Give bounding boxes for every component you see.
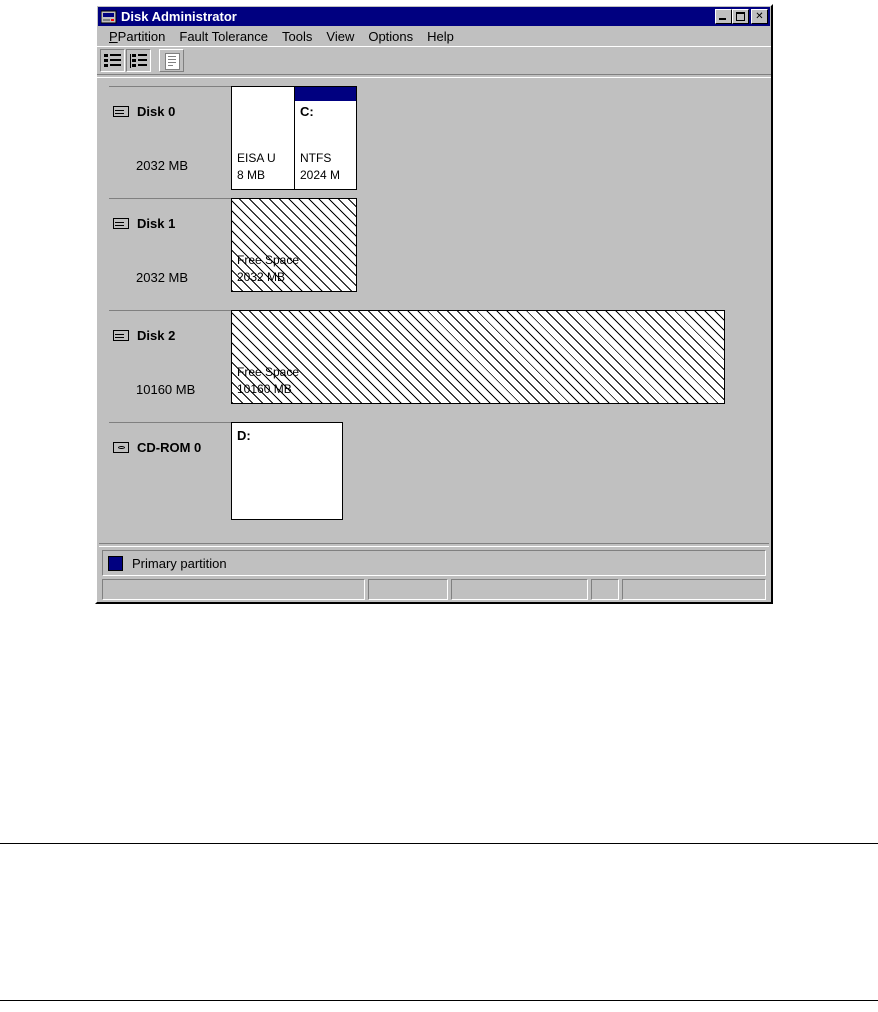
window-title: Disk Administrator [121,9,237,24]
disk-label [113,328,175,343]
status-pane-1 [102,579,365,600]
maximize-button[interactable] [732,9,749,24]
partition-strip [231,86,357,190]
page-rule-bottom [0,1000,878,1001]
partition-size: 8 MB [237,168,266,182]
menu-item-help-label: Help [427,28,454,44]
region-type: Free Space [237,253,300,267]
menu-item-tools-label: Tools [282,28,313,44]
cdrom-region[interactable] [231,422,343,520]
disk-row [97,86,771,198]
disk-rule [109,310,231,311]
menu-item-view-label: View [326,28,355,44]
partition-header-bar [232,87,294,102]
disk-name: Disk 0 [137,104,176,119]
disk-administrator-window [95,4,773,604]
list-view-icon [104,54,122,68]
partition-strip [231,310,725,404]
disk-name: Disk 2 [137,328,176,343]
region-type: Free Space [237,365,300,379]
cdrom-icon [113,442,129,453]
properties-icon [165,53,180,70]
hard-disk-icon [113,330,129,341]
partition-drive-letter: C: [300,104,314,119]
maximize-icon [736,12,745,21]
properties-button[interactable] [159,49,184,72]
menu-item-tools[interactable] [275,28,319,45]
status-pane-4 [591,579,619,600]
partition-type: NTFS [300,151,332,165]
cdrom-drive-letter: D: [237,428,251,443]
menu-item-options[interactable] [361,28,420,45]
disk-size: 2032 MB [136,270,189,285]
disk-size: 10160 MB [136,382,196,397]
disk-label [113,104,175,119]
partition-type: EISA U [237,151,276,165]
legend-label-primary-partition: Primary partition [132,555,227,571]
menu-item-view[interactable] [319,28,361,45]
legend-separator [99,543,769,547]
close-button[interactable] [751,9,768,24]
page-rule-top [0,843,878,844]
disk-name: Disk 1 [137,216,176,231]
partition-size: 2024 M [300,168,341,182]
disk-rule [109,422,231,423]
disk-configuration-view-button[interactable] [100,49,125,72]
legend [102,550,766,576]
partition-c[interactable] [295,86,357,190]
minimize-button[interactable] [715,9,732,24]
free-space-region[interactable] [231,310,725,404]
disk-size: 2032 MB [136,158,189,173]
status-pane-5 [622,579,766,600]
disk-administrator-icon[interactable] [101,10,117,24]
disk-row [97,422,771,534]
menu-item-options-label: Options [368,28,414,44]
list-view-alt-icon [130,54,148,68]
toolbar [97,46,771,74]
region-size: 2032 MB [237,270,286,284]
menu-item-fault-tolerance[interactable] [172,28,275,45]
menu-item-partition-label: Partition [117,28,166,44]
free-space-region[interactable] [231,198,357,292]
disk-name: CD-ROM 0 [137,440,202,455]
disk-rule [109,198,231,199]
status-bar [102,579,766,600]
disk-label [113,440,201,455]
status-pane-2 [368,579,448,600]
disk-row [97,310,771,422]
close-icon: ✕ [755,10,764,22]
status-pane-3 [451,579,588,600]
region-size: 10160 MB [237,382,292,396]
disk-label [113,216,175,231]
hard-disk-icon [113,218,129,229]
partition-eisa[interactable] [231,86,295,190]
menu-item-fault-tolerance-label: Fault Tolerance [179,28,269,44]
volumes-view-button[interactable] [126,49,151,72]
disk-rule [109,86,231,87]
partition-strip [231,422,343,520]
legend-swatch-primary-partition [108,556,123,571]
caption-buttons [715,9,768,24]
menu-item-help[interactable] [420,28,461,45]
hard-disk-icon [113,106,129,117]
minimize-icon [719,18,726,20]
menu-item-partition[interactable]: PPartition [109,28,166,44]
disk-row [97,198,771,310]
disk-map-area [97,78,771,543]
partition-header-bar [295,87,356,102]
title-bar[interactable] [98,7,770,26]
menu-bar [97,26,771,46]
partition-strip [231,198,357,292]
